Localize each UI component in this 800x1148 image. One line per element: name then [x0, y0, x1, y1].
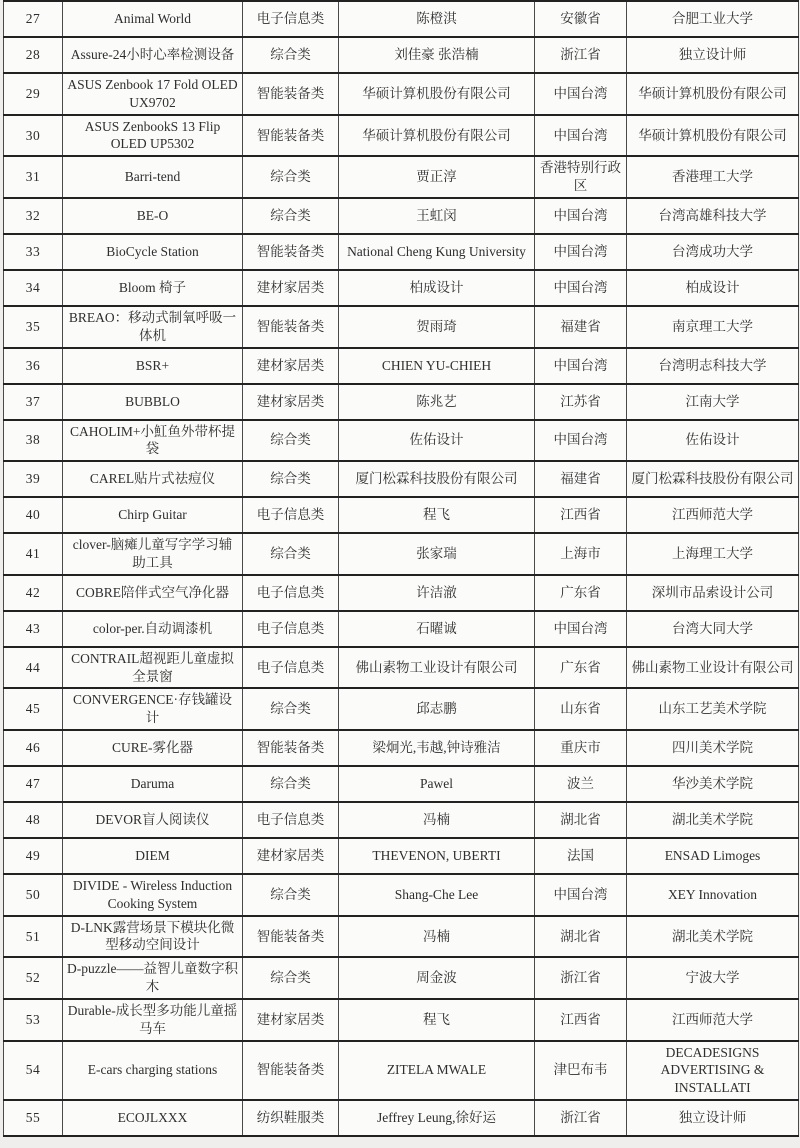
entry-number-cell: 34 — [4, 270, 63, 306]
work-name-cell: color-per.自动调漆机 — [63, 611, 243, 647]
category-cell: 建材家居类 — [243, 348, 339, 384]
category-cell: 建材家居类 — [243, 999, 339, 1041]
table-row — [4, 384, 799, 420]
category-cell: 综合类 — [243, 957, 339, 999]
region-cell: 法国 — [535, 838, 627, 874]
category-cell: 智能装备类 — [243, 1041, 339, 1100]
organization-cell: 华硕计算机股份有限公司 — [627, 73, 799, 115]
category-cell: 智能装备类 — [243, 306, 339, 348]
region-cell: 中国台湾 — [535, 198, 627, 234]
category-cell: 智能装备类 — [243, 73, 339, 115]
work-name-cell: D-LNK露营场景下模块化微型移动空间设计 — [63, 916, 243, 958]
organization-cell: 香港理工大学 — [627, 156, 799, 198]
designer-cell: 石曜诚 — [339, 611, 535, 647]
designer-cell: THEVENON, UBERTI — [339, 838, 535, 874]
designer-cell: 王虹闵 — [339, 198, 535, 234]
category-cell: 智能装备类 — [243, 234, 339, 270]
organization-cell: 深圳市品索设计公司 — [627, 575, 799, 611]
entry-number-cell: 52 — [4, 957, 63, 999]
entry-number-cell: 55 — [4, 1100, 63, 1136]
region-cell: 浙江省 — [535, 1100, 627, 1136]
work-name-cell: Assure-24小时心率检测设备 — [63, 37, 243, 73]
region-cell: 江苏省 — [535, 384, 627, 420]
organization-cell: 华沙美术学院 — [627, 766, 799, 802]
designer-cell: 柏成设计 — [339, 270, 535, 306]
organization-cell: 台湾高雄科技大学 — [627, 198, 799, 234]
work-name-cell: Daruma — [63, 766, 243, 802]
organization-cell: 江西师范大学 — [627, 999, 799, 1041]
work-name-cell: Bloom 椅子 — [63, 270, 243, 306]
region-cell: 中国台湾 — [535, 420, 627, 462]
category-cell: 综合类 — [243, 461, 339, 497]
entry-number-cell: 42 — [4, 575, 63, 611]
organization-cell: 合肥工业大学 — [627, 1, 799, 37]
work-name-cell: CONTRAIL超视距儿童虚拟全景窗 — [63, 647, 243, 689]
designer-cell: 陈橙淇 — [339, 1, 535, 37]
table-row — [4, 234, 799, 270]
category-cell: 综合类 — [243, 198, 339, 234]
organization-cell: 厦门松霖科技股份有限公司 — [627, 461, 799, 497]
entry-number-cell: 46 — [4, 730, 63, 766]
region-cell: 上海市 — [535, 533, 627, 575]
designer-cell: 冯楠 — [339, 802, 535, 838]
designer-cell: 佐佑设计 — [339, 420, 535, 462]
table-row — [4, 688, 799, 730]
table-row — [4, 348, 799, 384]
table-row — [4, 1041, 799, 1100]
table-row — [4, 1, 799, 37]
award-entries-table — [3, 0, 799, 1137]
table-row — [4, 497, 799, 533]
work-name-cell: D-puzzle——益智儿童数字积木 — [63, 957, 243, 999]
entry-number-cell: 41 — [4, 533, 63, 575]
table-row — [4, 73, 799, 115]
table-row — [4, 874, 799, 916]
work-name-cell: DIVIDE - Wireless Induction Cooking System — [63, 874, 243, 916]
entry-number-cell: 48 — [4, 802, 63, 838]
table-row — [4, 730, 799, 766]
designer-cell: 佛山素物工业设计有限公司 — [339, 647, 535, 689]
category-cell: 建材家居类 — [243, 838, 339, 874]
designer-cell: Jeffrey Leung,徐好运 — [339, 1100, 535, 1136]
table-row — [4, 999, 799, 1041]
organization-cell: 独立设计师 — [627, 37, 799, 73]
organization-cell: 山东工艺美术学院 — [627, 688, 799, 730]
work-name-cell: Chirp Guitar — [63, 497, 243, 533]
category-cell: 电子信息类 — [243, 611, 339, 647]
entry-number-cell: 31 — [4, 156, 63, 198]
table-row — [4, 802, 799, 838]
organization-cell: 独立设计师 — [627, 1100, 799, 1136]
category-cell: 综合类 — [243, 688, 339, 730]
region-cell: 山东省 — [535, 688, 627, 730]
designer-cell: 邱志鹏 — [339, 688, 535, 730]
category-cell: 智能装备类 — [243, 916, 339, 958]
work-name-cell: BUBBLO — [63, 384, 243, 420]
region-cell: 浙江省 — [535, 957, 627, 999]
category-cell: 电子信息类 — [243, 647, 339, 689]
region-cell: 重庆市 — [535, 730, 627, 766]
organization-cell: ENSAD Limoges — [627, 838, 799, 874]
entry-number-cell: 43 — [4, 611, 63, 647]
organization-cell: 台湾成功大学 — [627, 234, 799, 270]
organization-cell: 湖北美术学院 — [627, 802, 799, 838]
table-row — [4, 575, 799, 611]
organization-cell: 江西师范大学 — [627, 497, 799, 533]
entry-number-cell: 53 — [4, 999, 63, 1041]
region-cell: 中国台湾 — [535, 348, 627, 384]
work-name-cell: ASUS ZenbookS 13 Flip OLED UP5302 — [63, 115, 243, 157]
designer-cell: 陈兆艺 — [339, 384, 535, 420]
region-cell: 中国台湾 — [535, 874, 627, 916]
entry-number-cell: 30 — [4, 115, 63, 157]
designer-cell: 贺雨琦 — [339, 306, 535, 348]
region-cell: 波兰 — [535, 766, 627, 802]
designer-cell: 华硕计算机股份有限公司 — [339, 115, 535, 157]
designer-cell: 刘佳豪 张浩楠 — [339, 37, 535, 73]
award-entries-table-body — [4, 1, 799, 1136]
organization-cell: 上海理工大学 — [627, 533, 799, 575]
work-name-cell: Durable-成长型多功能儿童摇马车 — [63, 999, 243, 1041]
work-name-cell: Barri-tend — [63, 156, 243, 198]
table-row — [4, 198, 799, 234]
work-name-cell: CAHOLIM+小魟鱼外带杯提袋 — [63, 420, 243, 462]
entry-number-cell: 51 — [4, 916, 63, 958]
designer-cell: 程飞 — [339, 497, 535, 533]
entry-number-cell: 33 — [4, 234, 63, 270]
category-cell: 电子信息类 — [243, 497, 339, 533]
organization-cell: 南京理工大学 — [627, 306, 799, 348]
region-cell: 广东省 — [535, 575, 627, 611]
organization-cell: 台湾大同大学 — [627, 611, 799, 647]
work-name-cell: E-cars charging stations — [63, 1041, 243, 1100]
table-row — [4, 647, 799, 689]
work-name-cell: CURE-雾化器 — [63, 730, 243, 766]
designer-cell: 许洁澈 — [339, 575, 535, 611]
entry-number-cell: 29 — [4, 73, 63, 115]
designer-cell: 程飞 — [339, 999, 535, 1041]
table-row — [4, 1100, 799, 1136]
entry-number-cell: 47 — [4, 766, 63, 802]
designer-cell: 张家瑞 — [339, 533, 535, 575]
region-cell: 福建省 — [535, 461, 627, 497]
table-row — [4, 916, 799, 958]
region-cell: 江西省 — [535, 497, 627, 533]
organization-cell: 湖北美术学院 — [627, 916, 799, 958]
region-cell: 津巴布韦 — [535, 1041, 627, 1100]
entry-number-cell: 27 — [4, 1, 63, 37]
table-row — [4, 156, 799, 198]
category-cell: 智能装备类 — [243, 115, 339, 157]
category-cell: 电子信息类 — [243, 802, 339, 838]
region-cell: 湖北省 — [535, 802, 627, 838]
category-cell: 电子信息类 — [243, 575, 339, 611]
organization-cell: 佛山素物工业设计有限公司 — [627, 647, 799, 689]
region-cell: 中国台湾 — [535, 115, 627, 157]
designer-cell: 贾正淳 — [339, 156, 535, 198]
organization-cell: 柏成设计 — [627, 270, 799, 306]
entry-number-cell: 40 — [4, 497, 63, 533]
category-cell: 综合类 — [243, 874, 339, 916]
category-cell: 综合类 — [243, 37, 339, 73]
work-name-cell: BE-O — [63, 198, 243, 234]
category-cell: 综合类 — [243, 420, 339, 462]
work-name-cell: CONVERGENCE·存钱罐设计 — [63, 688, 243, 730]
work-name-cell: ASUS Zenbook 17 Fold OLED UX9702 — [63, 73, 243, 115]
category-cell: 综合类 — [243, 533, 339, 575]
work-name-cell: BREAO：移动式制氧呼吸一体机 — [63, 306, 243, 348]
table-row — [4, 838, 799, 874]
designer-cell: Shang-Che Lee — [339, 874, 535, 916]
designer-cell: National Cheng Kung University — [339, 234, 535, 270]
region-cell: 中国台湾 — [535, 270, 627, 306]
category-cell: 纺织鞋服类 — [243, 1100, 339, 1136]
entry-number-cell: 45 — [4, 688, 63, 730]
region-cell: 广东省 — [535, 647, 627, 689]
table-row — [4, 37, 799, 73]
table-row — [4, 420, 799, 462]
designer-cell: 梁炯光,韦越,钟诗雅洁 — [339, 730, 535, 766]
work-name-cell: BSR+ — [63, 348, 243, 384]
designer-cell: 华硕计算机股份有限公司 — [339, 73, 535, 115]
region-cell: 湖北省 — [535, 916, 627, 958]
entry-number-cell: 36 — [4, 348, 63, 384]
table-row — [4, 115, 799, 157]
table-row — [4, 533, 799, 575]
entry-number-cell: 54 — [4, 1041, 63, 1100]
work-name-cell: COBRE陪伴式空气净化器 — [63, 575, 243, 611]
table-row — [4, 270, 799, 306]
work-name-cell: CAREL贴片式祛痘仪 — [63, 461, 243, 497]
region-cell: 安徽省 — [535, 1, 627, 37]
organization-cell: 宁波大学 — [627, 957, 799, 999]
region-cell: 中国台湾 — [535, 611, 627, 647]
designer-cell: 冯楠 — [339, 916, 535, 958]
region-cell: 中国台湾 — [535, 73, 627, 115]
work-name-cell: Animal World — [63, 1, 243, 37]
work-name-cell: clover-脑瘫儿童写字学习辅助工具 — [63, 533, 243, 575]
table-row — [4, 957, 799, 999]
organization-cell: XEY Innovation — [627, 874, 799, 916]
region-cell: 江西省 — [535, 999, 627, 1041]
entry-number-cell: 37 — [4, 384, 63, 420]
work-name-cell: DIEM — [63, 838, 243, 874]
region-cell: 浙江省 — [535, 37, 627, 73]
category-cell: 综合类 — [243, 156, 339, 198]
entry-number-cell: 38 — [4, 420, 63, 462]
work-name-cell: ECOJLXXX — [63, 1100, 243, 1136]
designer-cell: 周金波 — [339, 957, 535, 999]
organization-cell: 四川美术学院 — [627, 730, 799, 766]
organization-cell: 江南大学 — [627, 384, 799, 420]
entry-number-cell: 35 — [4, 306, 63, 348]
category-cell: 电子信息类 — [243, 1, 339, 37]
region-cell: 香港特别行政区 — [535, 156, 627, 198]
region-cell: 福建省 — [535, 306, 627, 348]
category-cell: 建材家居类 — [243, 270, 339, 306]
table-row — [4, 611, 799, 647]
designer-cell: Pawel — [339, 766, 535, 802]
table-row — [4, 766, 799, 802]
organization-cell: 台湾明志科技大学 — [627, 348, 799, 384]
entry-number-cell: 39 — [4, 461, 63, 497]
region-cell: 中国台湾 — [535, 234, 627, 270]
organization-cell: DECADESIGNS ADVERTISING & INSTALLATI — [627, 1041, 799, 1100]
work-name-cell: DEVOR盲人阅读仪 — [63, 802, 243, 838]
entry-number-cell: 50 — [4, 874, 63, 916]
entry-number-cell: 49 — [4, 838, 63, 874]
designer-cell: CHIEN YU-CHIEH — [339, 348, 535, 384]
entry-number-cell: 32 — [4, 198, 63, 234]
organization-cell: 佐佑设计 — [627, 420, 799, 462]
entry-number-cell: 28 — [4, 37, 63, 73]
table-row — [4, 461, 799, 497]
category-cell: 智能装备类 — [243, 730, 339, 766]
organization-cell: 华硕计算机股份有限公司 — [627, 115, 799, 157]
category-cell: 建材家居类 — [243, 384, 339, 420]
category-cell: 综合类 — [243, 766, 339, 802]
entry-number-cell: 44 — [4, 647, 63, 689]
designer-cell: 厦门松霖科技股份有限公司 — [339, 461, 535, 497]
designer-cell: ZITELA MWALE — [339, 1041, 535, 1100]
table-row — [4, 306, 799, 348]
work-name-cell: BioCycle Station — [63, 234, 243, 270]
